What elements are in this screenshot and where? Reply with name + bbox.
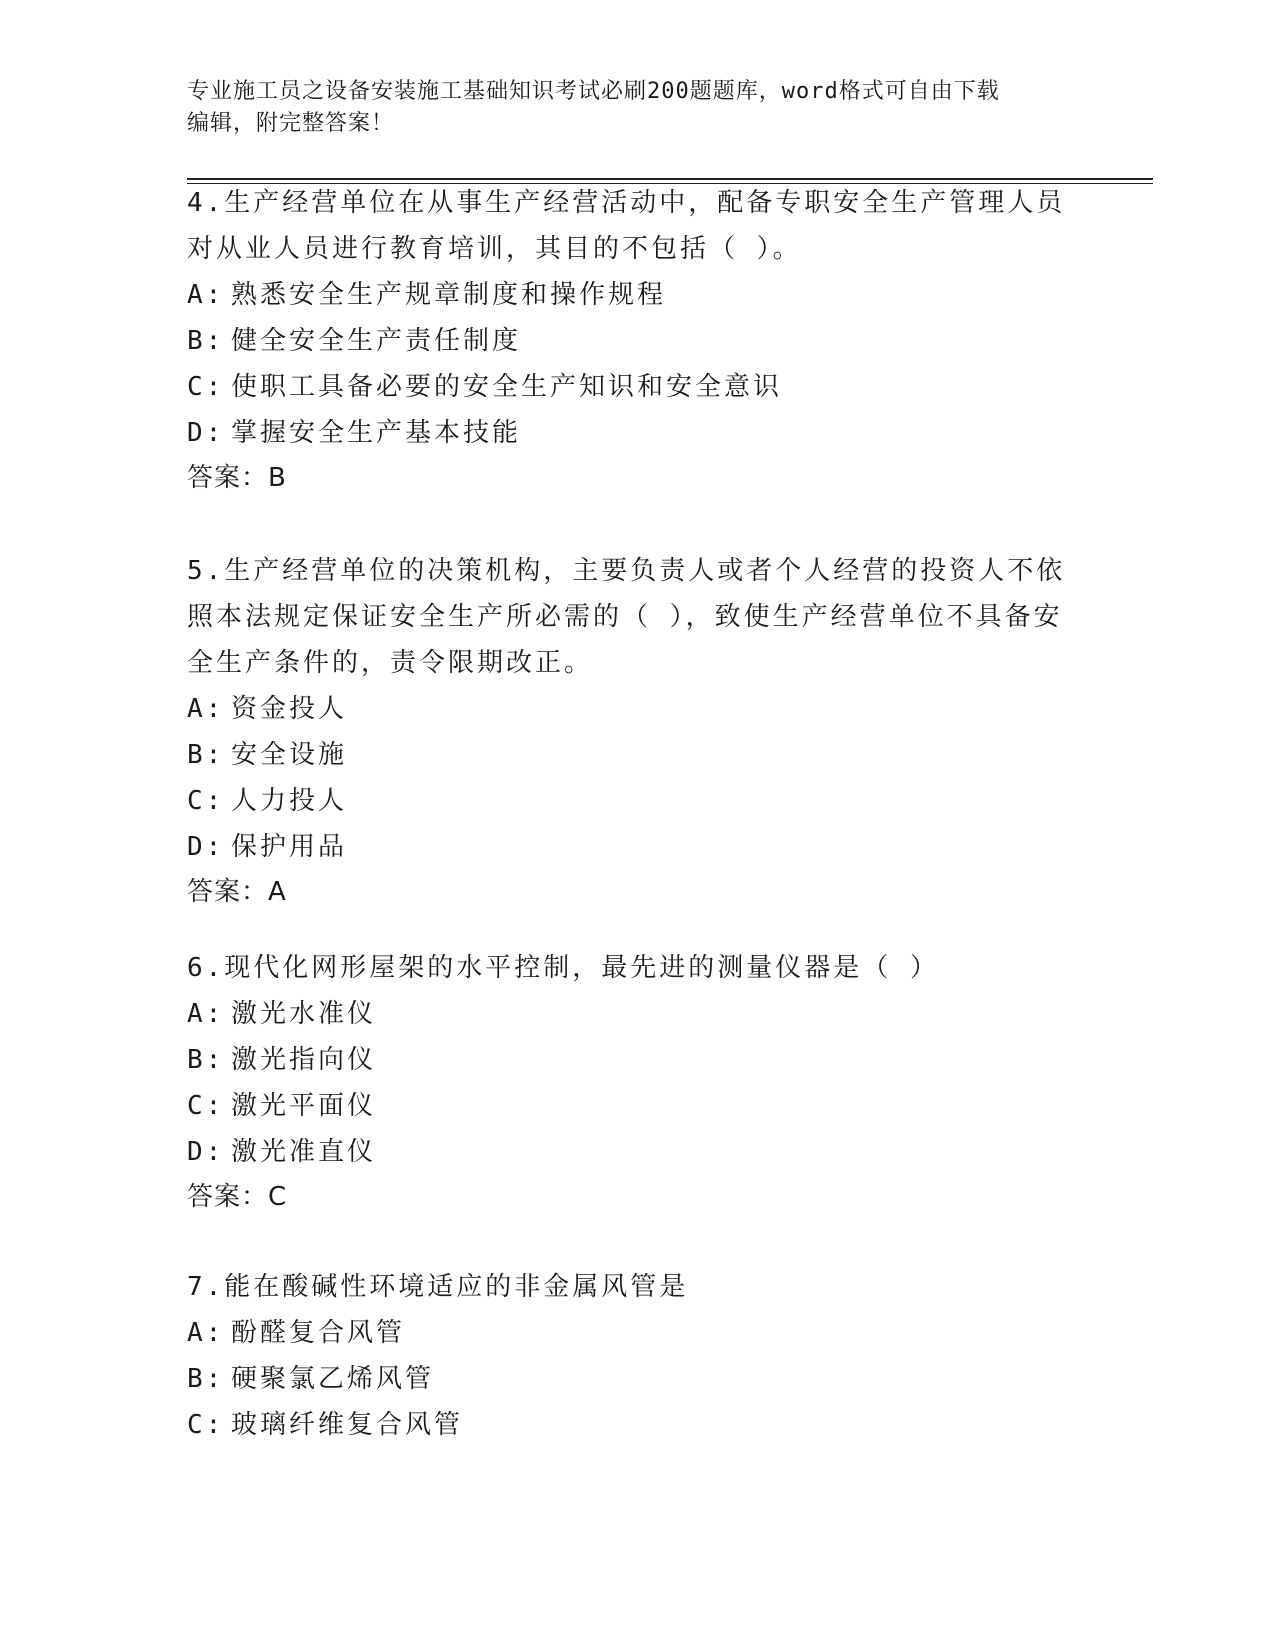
option-text: 激光准直仪 (231, 1137, 377, 1167)
option-text: 人力投人 (231, 786, 348, 816)
question-5 (187, 548, 1087, 914)
question-stem: 5.生产经营单位的决策机构，主要负责人或者个人经营的投资人不依照本法规定保证安全生产所必需的（ ），致使生产经营单位不具备安全生产条件的，责令限期改正。 (187, 556, 1066, 678)
option-text: 使职工具备必要的安全生产知识和安全意识 (231, 372, 783, 402)
option-a (187, 1310, 1087, 1356)
option-letter: B: (187, 1045, 225, 1075)
header-line-1: 专业施工员之设备安装施工基础知识考试必刷200题题库，word格式可自由下载 (187, 79, 1000, 104)
option-letter: C: (187, 786, 225, 816)
question-stem: 7.能在酸碱性环境适应的非金属风管是 (187, 1272, 689, 1302)
option-text: 酚醛复合风管 (231, 1318, 406, 1348)
option-c (187, 778, 1087, 824)
option-text: 健全安全生产责任制度 (231, 326, 522, 356)
option-c (187, 1402, 1087, 1448)
option-c (187, 364, 1087, 410)
option-text: 激光水准仪 (231, 999, 377, 1029)
option-a (187, 686, 1087, 732)
question-stem: 6.现代化网形屋架的水平控制，最先进的测量仪器是（ ） (187, 953, 939, 983)
option-letter: D: (187, 1137, 225, 1167)
option-d (187, 410, 1087, 456)
option-b (187, 1037, 1087, 1083)
header-line-2: 编辑，附完整答案！ (187, 111, 395, 136)
option-letter: D: (187, 832, 225, 862)
option-b (187, 318, 1087, 364)
option-letter: D: (187, 418, 225, 448)
option-b (187, 1356, 1087, 1402)
option-a (187, 272, 1087, 318)
question-6 (187, 945, 1087, 1219)
document-header (187, 76, 1067, 140)
option-text: 掌握安全生产基本技能 (231, 418, 522, 448)
option-text: 玻璃纤维复合风管 (231, 1410, 464, 1440)
option-c (187, 1083, 1087, 1129)
option-letter: C: (187, 1091, 225, 1121)
option-letter: C: (187, 1410, 225, 1440)
question-4 (187, 180, 1087, 500)
option-letter: B: (187, 740, 225, 770)
option-letter: A: (187, 999, 225, 1029)
option-a (187, 991, 1087, 1037)
option-d (187, 1129, 1087, 1175)
option-text: 硬聚氯乙烯风管 (231, 1364, 435, 1394)
option-text: 资金投人 (231, 694, 348, 724)
option-text: 保护用品 (231, 832, 348, 862)
answer: 答案：B (187, 463, 287, 493)
option-letter: B: (187, 1364, 225, 1394)
option-letter: B: (187, 326, 225, 356)
option-letter: A: (187, 1318, 225, 1348)
answer: 答案：C (187, 1182, 288, 1212)
question-7 (187, 1264, 1087, 1448)
option-d (187, 824, 1087, 870)
option-letter: A: (187, 280, 225, 310)
option-letter: C: (187, 372, 225, 402)
option-text: 安全设施 (231, 740, 348, 770)
answer: 答案：A (187, 877, 287, 907)
option-letter: A: (187, 694, 225, 724)
question-stem: 4.生产经营单位在从事生产经营活动中，配备专职安全生产管理人员对从业人员进行教育培训，其目的不包括（ ）。 (187, 188, 1066, 264)
option-text: 熟悉安全生产规章制度和操作规程 (231, 280, 667, 310)
option-b (187, 732, 1087, 778)
option-text: 激光平面仪 (231, 1091, 377, 1121)
option-text: 激光指向仪 (231, 1045, 377, 1075)
